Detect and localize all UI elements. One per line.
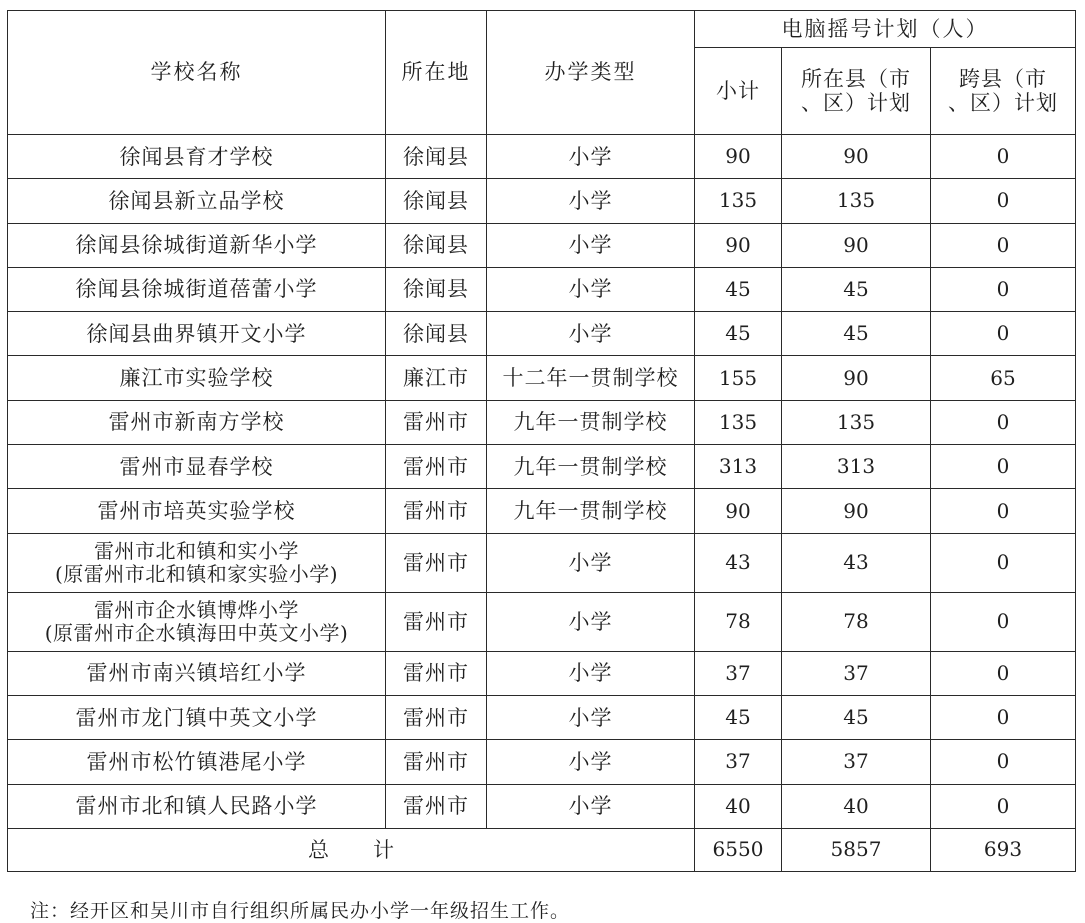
local-plan-cell: 45 <box>782 312 931 356</box>
school-name-cell <box>8 533 386 592</box>
location-cell: 徐闻县 <box>386 135 487 179</box>
subtotal-cell: 313 <box>695 445 782 489</box>
local-plan-cell: 37 <box>782 740 931 784</box>
subtotal-cell: 155 <box>695 356 782 400</box>
local-plan-cell: 313 <box>782 445 931 489</box>
subtotal-cell: 45 <box>695 312 782 356</box>
enrollment-plan-table <box>7 10 1076 872</box>
school-name-former: (原雷州市北和镇和家实验小学) <box>54 561 339 586</box>
school-name-cell: 雷州市松竹镇港尾小学 <box>8 740 386 784</box>
cross-plan-cell: 0 <box>931 740 1076 784</box>
table-row <box>8 740 1076 784</box>
school-type-cell: 小学 <box>487 267 695 311</box>
school-type-cell: 小学 <box>487 695 695 739</box>
school-type-cell: 小学 <box>487 592 695 651</box>
cross-plan-cell: 65 <box>931 356 1076 400</box>
subtotal-cell: 45 <box>695 267 782 311</box>
school-name-cell: 徐闻县新立品学校 <box>8 179 386 223</box>
cross-plan-cell: 0 <box>931 489 1076 533</box>
table-row <box>8 267 1076 311</box>
school-name-cell: 徐闻县徐城街道蓓蕾小学 <box>8 267 386 311</box>
table-row <box>8 592 1076 651</box>
local-plan-cell: 135 <box>782 400 931 444</box>
header-cross-plan <box>931 48 1076 135</box>
location-cell: 雷州市 <box>386 592 487 651</box>
cross-plan-cell: 0 <box>931 135 1076 179</box>
subtotal-cell: 135 <box>695 400 782 444</box>
school-name-cell: 雷州市显春学校 <box>8 445 386 489</box>
table-row <box>8 651 1076 695</box>
cross-plan-cell: 0 <box>931 445 1076 489</box>
school-name-cell: 雷州市龙门镇中英文小学 <box>8 695 386 739</box>
table-row <box>8 312 1076 356</box>
table-row <box>8 400 1076 444</box>
school-type-cell: 九年一贯制学校 <box>487 489 695 533</box>
header-local-plan-line1: 所在县（市 <box>801 66 911 91</box>
school-name-cell <box>8 592 386 651</box>
header-location: 所在地 <box>386 11 487 135</box>
school-name-cell: 廉江市实验学校 <box>8 356 386 400</box>
school-type-cell: 小学 <box>487 223 695 267</box>
location-cell: 雷州市 <box>386 400 487 444</box>
subtotal-cell: 37 <box>695 651 782 695</box>
school-name-current: 雷州市北和镇和实小学 <box>94 538 299 563</box>
cross-plan-cell: 0 <box>931 312 1076 356</box>
table-row <box>8 489 1076 533</box>
location-cell: 雷州市 <box>386 445 487 489</box>
cross-plan-cell: 0 <box>931 695 1076 739</box>
header-local-plan <box>782 48 931 135</box>
header-local-plan-line2: 、区）计划 <box>801 91 911 115</box>
subtotal-cell: 90 <box>695 489 782 533</box>
school-type-cell: 十二年一贯制学校 <box>487 356 695 400</box>
school-name-cell: 徐闻县育才学校 <box>8 135 386 179</box>
location-cell: 雷州市 <box>386 489 487 533</box>
table-row <box>8 784 1076 828</box>
table-row <box>8 695 1076 739</box>
local-plan-cell: 37 <box>782 651 931 695</box>
local-plan-cell: 40 <box>782 784 931 828</box>
cross-plan-cell: 0 <box>931 784 1076 828</box>
local-plan-cell: 90 <box>782 135 931 179</box>
local-plan-cell: 90 <box>782 356 931 400</box>
school-name-cell: 徐闻县徐城街道新华小学 <box>8 223 386 267</box>
cross-plan-cell: 0 <box>931 179 1076 223</box>
table-row <box>8 135 1076 179</box>
school-type-cell: 九年一贯制学校 <box>487 445 695 489</box>
location-cell: 徐闻县 <box>386 267 487 311</box>
local-plan-cell: 135 <box>782 179 931 223</box>
table-header-row <box>8 11 1076 48</box>
total-row <box>8 828 1076 871</box>
table-row <box>8 445 1076 489</box>
school-name-cell: 雷州市培英实验学校 <box>8 489 386 533</box>
total-cross-plan-cell: 693 <box>931 828 1076 871</box>
subtotal-cell: 37 <box>695 740 782 784</box>
location-cell: 雷州市 <box>386 740 487 784</box>
total-local-plan-cell: 5857 <box>782 828 931 871</box>
school-name-current: 雷州市企水镇博烨小学 <box>94 597 299 622</box>
table-body <box>8 135 1076 872</box>
subtotal-cell: 90 <box>695 135 782 179</box>
header-cross-plan-line2: 、区）计划 <box>948 91 1058 115</box>
subtotal-cell: 90 <box>695 223 782 267</box>
local-plan-cell: 45 <box>782 267 931 311</box>
school-name-cell: 雷州市南兴镇培红小学 <box>8 651 386 695</box>
header-cross-plan-line1: 跨县（市 <box>959 66 1047 91</box>
table-row <box>8 179 1076 223</box>
location-cell: 雷州市 <box>386 533 487 592</box>
header-school-name: 学校名称 <box>8 11 386 135</box>
cross-plan-cell: 0 <box>931 592 1076 651</box>
local-plan-cell: 43 <box>782 533 931 592</box>
school-type-cell: 小学 <box>487 135 695 179</box>
total-label <box>8 828 695 871</box>
school-name-cell: 雷州市新南方学校 <box>8 400 386 444</box>
location-cell: 雷州市 <box>386 784 487 828</box>
school-type-cell: 九年一贯制学校 <box>487 400 695 444</box>
school-name-former: (原雷州市企水镇海田中英文小学) <box>44 620 349 645</box>
header-subtotal: 小计 <box>695 48 782 135</box>
school-type-cell: 小学 <box>487 179 695 223</box>
total-label-part1: 总 <box>308 837 329 862</box>
subtotal-cell: 40 <box>695 784 782 828</box>
footnote: 注：经开区和吴川市自行组织所属民办小学一年级招生工作。 <box>30 900 571 922</box>
cross-plan-cell: 0 <box>931 267 1076 311</box>
subtotal-cell: 78 <box>695 592 782 651</box>
school-type-cell: 小学 <box>487 533 695 592</box>
school-type-cell: 小学 <box>487 784 695 828</box>
table-row <box>8 356 1076 400</box>
header-school-type: 办学类型 <box>487 11 695 135</box>
local-plan-cell: 90 <box>782 489 931 533</box>
header-lottery-plan: 电脑摇号计划（人） <box>695 11 1076 48</box>
local-plan-cell: 45 <box>782 695 931 739</box>
table-row <box>8 533 1076 592</box>
location-cell: 徐闻县 <box>386 312 487 356</box>
location-cell: 廉江市 <box>386 356 487 400</box>
subtotal-cell: 43 <box>695 533 782 592</box>
location-cell: 雷州市 <box>386 651 487 695</box>
table-row <box>8 223 1076 267</box>
school-name-cell: 雷州市北和镇人民路小学 <box>8 784 386 828</box>
school-type-cell: 小学 <box>487 740 695 784</box>
school-type-cell: 小学 <box>487 651 695 695</box>
cross-plan-cell: 0 <box>931 400 1076 444</box>
location-cell: 徐闻县 <box>386 179 487 223</box>
school-name-cell: 徐闻县曲界镇开文小学 <box>8 312 386 356</box>
local-plan-cell: 90 <box>782 223 931 267</box>
cross-plan-cell: 0 <box>931 651 1076 695</box>
school-type-cell: 小学 <box>487 312 695 356</box>
total-label-part2: 计 <box>373 837 394 862</box>
subtotal-cell: 135 <box>695 179 782 223</box>
cross-plan-cell: 0 <box>931 533 1076 592</box>
location-cell: 雷州市 <box>386 695 487 739</box>
local-plan-cell: 78 <box>782 592 931 651</box>
cross-plan-cell: 0 <box>931 223 1076 267</box>
total-subtotal-cell: 6550 <box>695 828 782 871</box>
subtotal-cell: 45 <box>695 695 782 739</box>
location-cell: 徐闻县 <box>386 223 487 267</box>
